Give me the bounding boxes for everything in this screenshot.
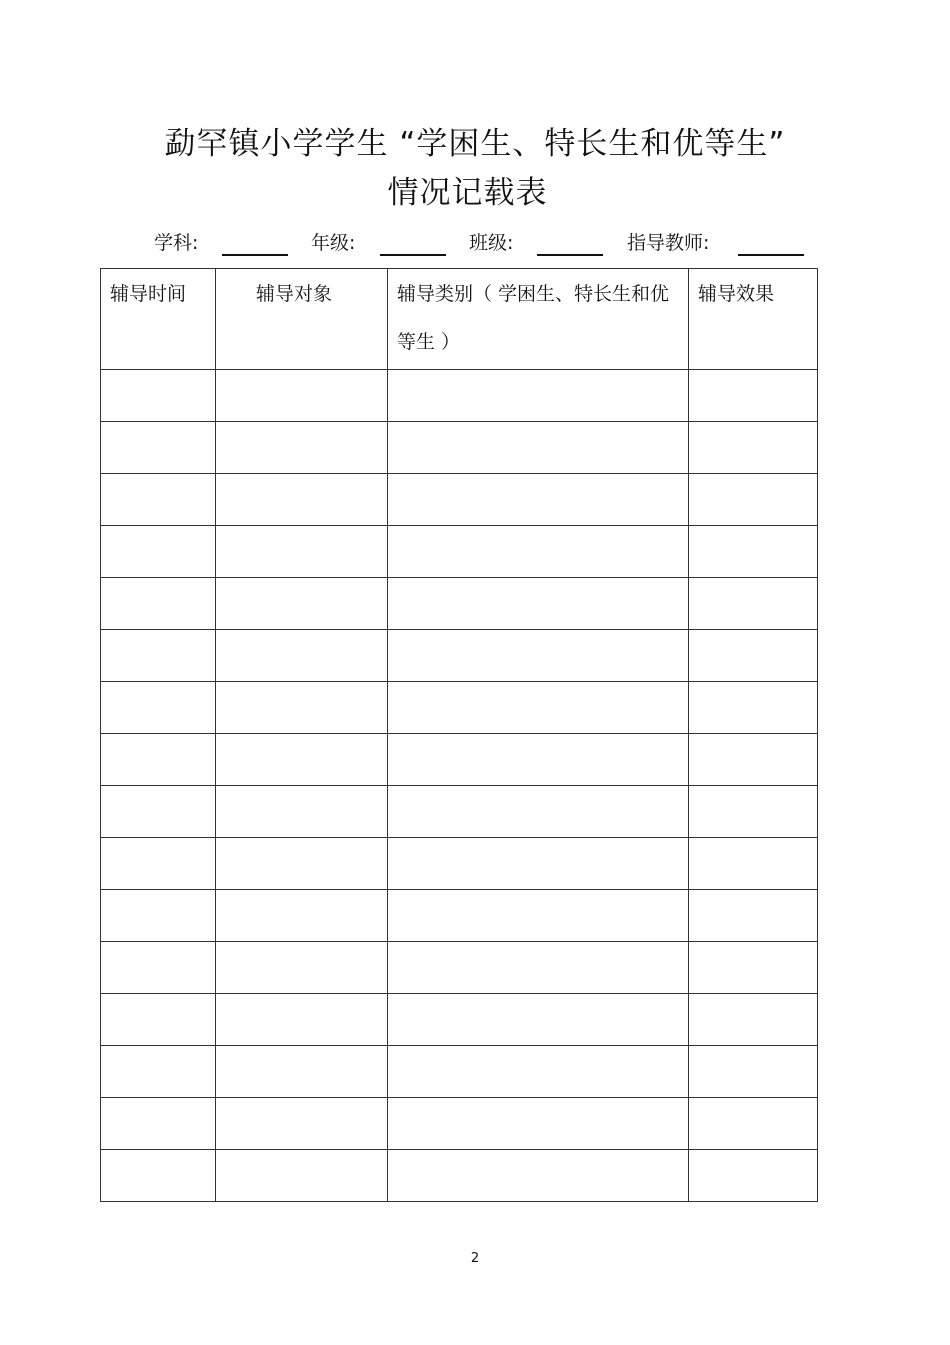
table-cell[interactable] xyxy=(101,474,216,526)
table-cell[interactable] xyxy=(101,370,216,422)
table-cell[interactable] xyxy=(216,1150,388,1202)
table-row xyxy=(101,526,818,578)
table-cell[interactable] xyxy=(388,1046,689,1098)
table-row xyxy=(101,630,818,682)
table-cell[interactable] xyxy=(216,630,388,682)
document-title-line-1: 勐罕镇小学学生 “学困生、特长生和优等生” xyxy=(164,126,786,162)
table-row xyxy=(101,786,818,838)
table-header-row xyxy=(101,269,818,370)
subject-blank xyxy=(222,254,288,256)
subject-label: 学科: xyxy=(154,232,199,254)
table-cell[interactable] xyxy=(216,734,388,786)
table-cell[interactable] xyxy=(388,942,689,994)
table-cell[interactable] xyxy=(101,890,216,942)
table-cell[interactable] xyxy=(689,474,818,526)
page-number: 2 xyxy=(470,1251,480,1266)
teacher-label: 指导教师: xyxy=(627,232,710,254)
table-cell[interactable] xyxy=(388,682,689,734)
table-cell[interactable] xyxy=(388,890,689,942)
table-cell[interactable] xyxy=(216,578,388,630)
table-cell[interactable] xyxy=(689,422,818,474)
table-row xyxy=(101,942,818,994)
table-cell[interactable] xyxy=(689,838,818,890)
table-row xyxy=(101,682,818,734)
table-cell[interactable] xyxy=(689,630,818,682)
grade-blank xyxy=(380,254,446,256)
table-cell[interactable] xyxy=(101,1046,216,1098)
table-cell[interactable] xyxy=(388,526,689,578)
table-cell[interactable] xyxy=(689,578,818,630)
table-cell[interactable] xyxy=(216,942,388,994)
table-row xyxy=(101,1150,818,1202)
table-cell[interactable] xyxy=(689,786,818,838)
table-cell[interactable] xyxy=(216,474,388,526)
table-cell[interactable] xyxy=(388,734,689,786)
table-cell[interactable] xyxy=(216,786,388,838)
table-cell[interactable] xyxy=(689,994,818,1046)
table-cell[interactable] xyxy=(216,838,388,890)
table-cell[interactable] xyxy=(388,838,689,890)
table-body xyxy=(101,370,818,1202)
class-label: 班级: xyxy=(469,232,514,254)
table-cell[interactable] xyxy=(689,890,818,942)
table-cell[interactable] xyxy=(101,838,216,890)
table-cell[interactable] xyxy=(101,786,216,838)
table-cell[interactable] xyxy=(689,1098,818,1150)
table-cell[interactable] xyxy=(216,994,388,1046)
document-title-line-2: 情况记载表 xyxy=(387,175,548,211)
table-cell[interactable] xyxy=(216,1098,388,1150)
table-cell[interactable] xyxy=(388,1150,689,1202)
table-cell[interactable] xyxy=(216,1046,388,1098)
grade-label: 年级: xyxy=(311,232,356,254)
table-cell[interactable] xyxy=(101,942,216,994)
table-row xyxy=(101,1046,818,1098)
table-cell[interactable] xyxy=(689,734,818,786)
table-row xyxy=(101,578,818,630)
header-tutoring-time: 辅导时间 xyxy=(101,269,216,370)
table-cell[interactable] xyxy=(101,734,216,786)
table-row xyxy=(101,994,818,1046)
table-row xyxy=(101,734,818,786)
header-tutoring-effect: 辅导效果 xyxy=(689,269,818,370)
table-cell[interactable] xyxy=(216,422,388,474)
table-cell[interactable] xyxy=(101,682,216,734)
table-cell[interactable] xyxy=(388,1098,689,1150)
table-cell[interactable] xyxy=(101,1150,216,1202)
table-cell[interactable] xyxy=(388,370,689,422)
table-cell[interactable] xyxy=(216,890,388,942)
table-cell[interactable] xyxy=(216,370,388,422)
table-cell[interactable] xyxy=(388,578,689,630)
table-cell[interactable] xyxy=(216,682,388,734)
table-cell[interactable] xyxy=(689,1046,818,1098)
class-blank xyxy=(537,254,603,256)
table-row xyxy=(101,1098,818,1150)
record-table xyxy=(100,268,818,1202)
table-cell[interactable] xyxy=(689,526,818,578)
table-row xyxy=(101,838,818,890)
table-row xyxy=(101,422,818,474)
table-cell[interactable] xyxy=(689,682,818,734)
table-cell[interactable] xyxy=(689,1150,818,1202)
table-cell[interactable] xyxy=(689,370,818,422)
table-row xyxy=(101,474,818,526)
table-row xyxy=(101,370,818,422)
table-cell[interactable] xyxy=(216,526,388,578)
table-cell[interactable] xyxy=(101,630,216,682)
header-tutoring-target: 辅导对象 xyxy=(216,269,388,370)
table-cell[interactable] xyxy=(388,474,689,526)
table-cell[interactable] xyxy=(689,942,818,994)
header-tutoring-category: 辅导类别（ 学困生、特长生和优等生 ） xyxy=(388,269,689,370)
table-cell[interactable] xyxy=(388,786,689,838)
table-cell[interactable] xyxy=(101,526,216,578)
table-row xyxy=(101,890,818,942)
table-cell[interactable] xyxy=(388,630,689,682)
table-cell[interactable] xyxy=(388,422,689,474)
teacher-blank xyxy=(738,254,804,256)
table-cell[interactable] xyxy=(101,994,216,1046)
table-cell[interactable] xyxy=(101,422,216,474)
table-cell[interactable] xyxy=(101,578,216,630)
form-meta-row xyxy=(0,229,950,259)
table-cell[interactable] xyxy=(388,994,689,1046)
table-cell[interactable] xyxy=(101,1098,216,1150)
